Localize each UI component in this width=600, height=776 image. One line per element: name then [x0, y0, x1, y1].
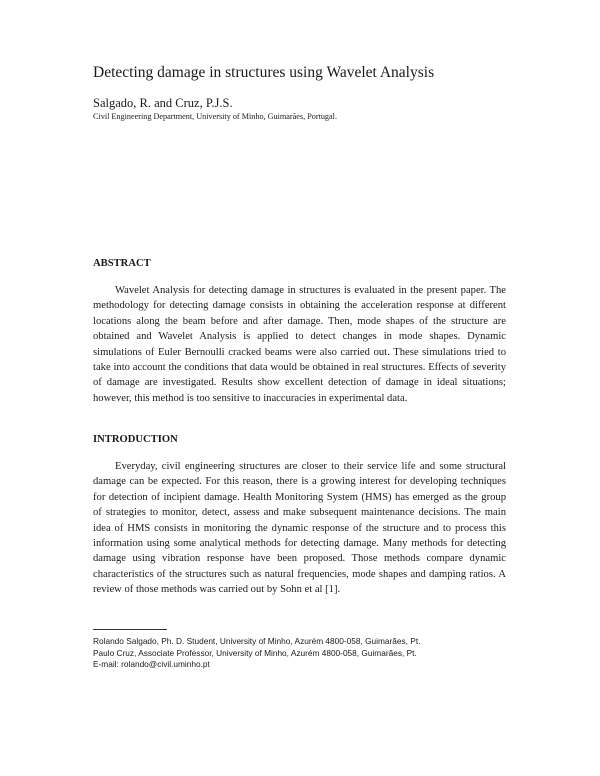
footnote-email: E-mail: rolando@civil.uminho.pt — [93, 659, 210, 670]
paper-title: Detecting damage in structures using Wavelet Analysis — [93, 64, 435, 81]
footnote-separator — [93, 629, 167, 630]
introduction-heading: INTRODUCTION — [93, 434, 178, 445]
footnote-author-1: Rolando Salgado, Ph. D. Student, University of Minho, Azurém 4800-058, Guimarães, Pt. — [93, 636, 421, 646]
paper-authors: Salgado, R. and Cruz, P.J.S. — [93, 96, 233, 110]
author-affiliation: Civil Engineering Department, University of Minho, Guimarães, Portugal. — [93, 112, 337, 121]
footnotes — [93, 636, 420, 671]
footnote-author-2: Paulo Cruz, Associate Professor, University of Minho, Azurém 4800-058, Guimarães, Pt. — [93, 647, 417, 658]
abstract-paragraph: Wavelet Analysis for detecting damage in structures is evaluated in the present paper. The methodology for detecting damage consists in obtaining the acceleration response at different locations along the beam before and after damage. Then, mode shapes of the structure are obtained and Wavelet Analysis is applied to detect changes in mode shapes. Dynamic simulations of Euler Bernoulli cracked beams were also carried out. These simulations tried to take into account the conditions that data would be obtained in real structures. Effects of severity of damage are investigated. Results show excellent detection of damage in ideal situations; however, this method is too sensitive to inaccuracies in experimental data. — [93, 285, 506, 404]
abstract-heading: ABSTRACT — [93, 258, 151, 269]
introduction-paragraph: Everyday, civil engineering structures are closer to their service life and some structural damage can be expected. For this reason, there is a growing interest for developing techniques for detection of incipient damage. Health Monitoring System (HMS) has emerged as the group of strategies to monitor, detect, assess and make subsequent maintenance decisions. The main idea of HMS consists in monitoring the dynamic response of the structure and to process this information using some analytical methods for detecting damage. Many methods for detecting damage using vibration response have been proposed. Those methods compare dynamic characteristics of the structures such as natural frequencies, mode shapes and damping ratios. A review of those methods was carried out by Sohn et al [1]. — [93, 461, 506, 596]
